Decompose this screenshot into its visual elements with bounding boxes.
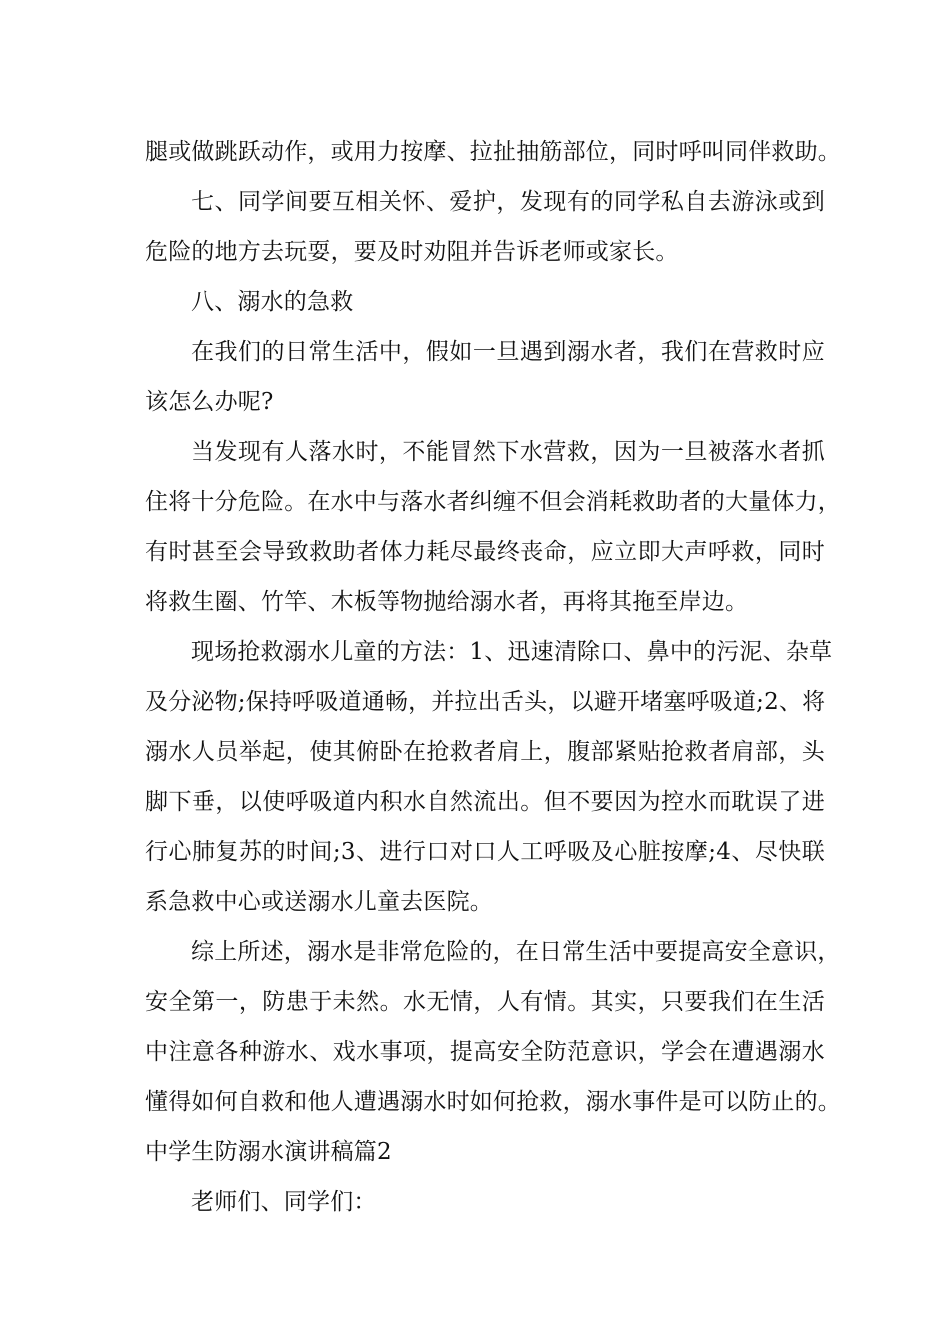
paragraph-line: 综上所述，溺水是非常危险的，在日常生活中要提高安全意识，	[191, 939, 841, 965]
paragraph-line: 行心肺复苏的时间;3、进行口对口人工呼吸及心脏按摩;4、尽快联	[145, 839, 825, 865]
paragraph-line: 系急救中心或送溺水儿童去医院。	[145, 889, 493, 915]
paragraph-line: 腿或做跳跃动作，或用力按摩、拉扯抽筋部位，同时呼叫同伴救助。	[145, 139, 841, 165]
paragraph-line: 安全第一，防患于未然。水无情，人有情。其实，只要我们在生活	[145, 989, 825, 1015]
paragraph-line: 溺水人员举起，使其俯卧在抢救者肩上，腹部紧贴抢救者肩部，头	[145, 739, 825, 765]
document-title: 中学生防溺水演讲稿篇2	[145, 1139, 392, 1165]
paragraph-line: 该怎么办呢?	[145, 389, 274, 415]
greeting-line: 老师们、同学们：	[191, 1189, 377, 1215]
paragraph-line: 七、同学间要互相关怀、爱护，发现有的同学私自去游泳或到	[191, 189, 825, 215]
paragraph-line: 当发现有人落水时，不能冒然下水营救，因为一旦被落水者抓	[191, 439, 825, 465]
paragraph-line: 脚下垂，以使呼吸道内积水自然流出。但不要因为控水而耽误了进	[145, 789, 825, 815]
paragraph-line: 有时甚至会导致救助者体力耗尽最终丧命，应立即大声呼救，同时	[145, 539, 825, 565]
paragraph-line: 在我们的日常生活中，假如一旦遇到溺水者，我们在营救时应	[191, 339, 825, 365]
paragraph-line: 中注意各种游水、戏水事项，提高安全防范意识，学会在遭遇溺水	[145, 1039, 825, 1065]
paragraph-line: 现场抢救溺水儿童的方法：1、迅速清除口、鼻中的污泥、杂草	[191, 639, 833, 665]
paragraph-line: 及分泌物;保持呼吸道通畅，并拉出舌头，以避开堵塞呼吸道;2、将	[145, 689, 826, 715]
paragraph-line: 懂得如何自救和他人遭遇溺水时如何抢救，溺水事件是可以防止的。	[145, 1089, 841, 1115]
paragraph-line: 住将十分危险。在水中与落水者纠缠不但会消耗救助者的大量体力，	[145, 489, 841, 515]
paragraph-line: 危险的地方去玩耍，要及时劝阻并告诉老师或家长。	[145, 239, 679, 265]
section-heading: 八、溺水的急救	[191, 289, 354, 315]
paragraph-line: 将救生圈、竹竿、木板等物抛给溺水者，再将其拖至岸边。	[145, 589, 749, 615]
